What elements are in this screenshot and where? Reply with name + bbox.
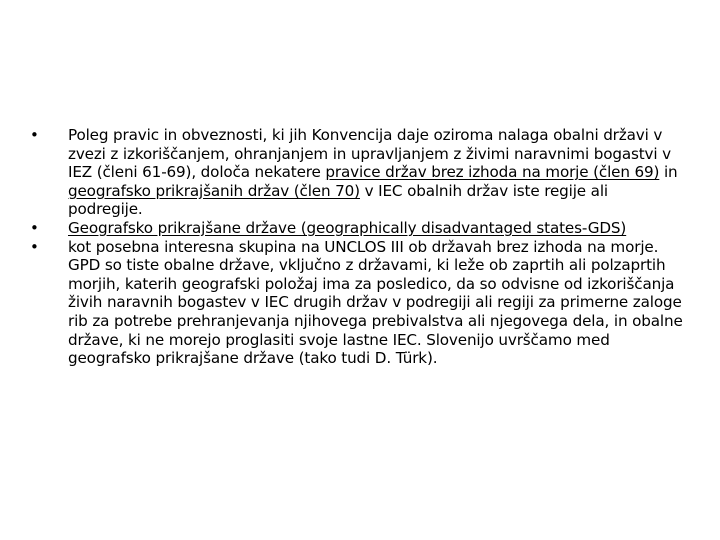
bullet-item bbox=[30, 126, 685, 219]
bullet-text-segment: kot posebna interesna skupina na UNCLOS III ob državah brez izhoda na morje. GPD so tiste obalne države, vključno z državami, ki leže ob zaprtih ali polzaprtih morjih, katerih geografski položaj ima za posledico, da so odvisne od izkoriščanja živih naravnih bogastev v IEC drugih držav v podregiji ali regiji za primerne zaloge rib za potrebe prehranjevanja njihovega prebivalstva ali njegovega dela, in obalne države, ki ne morejo proglasiti svoje lastne IEC. Slovenijo uvrščamo med geografsko prikrajšane države (tako tudi D. Türk). bbox=[68, 237, 683, 368]
bullet-dot: • bbox=[30, 237, 39, 256]
bullet-item bbox=[30, 238, 685, 368]
bullet-text-segment: v IEC obalnih držav iste regije ali podregije. bbox=[68, 181, 608, 219]
bullet-text-underlined: pravice držav brez izhoda na morje (člen 69) bbox=[325, 163, 660, 182]
bullet-item bbox=[30, 219, 685, 238]
bullet-dot: • bbox=[30, 218, 39, 237]
bullet-text-segment: in bbox=[659, 163, 678, 182]
bullet-text-segment: Poleg pravic in obveznosti, ki jih Konvencija daje oziroma nalaga obalni državi v zvezi z izkoriščanjem, ohranjanjem in upravljanjem z živimi naravnimi bogastvi v IEZ (členi 61-69), določa nekatere bbox=[68, 126, 671, 182]
bullet-text-underlined: Geografsko prikrajšane države (geographically disadvantaged states-GDS) bbox=[68, 218, 627, 237]
bullet-text-underlined: geografsko prikrajšanih držav (člen 70) bbox=[68, 181, 360, 200]
bullet-list bbox=[30, 126, 685, 368]
bullet-dot: • bbox=[30, 126, 39, 144]
